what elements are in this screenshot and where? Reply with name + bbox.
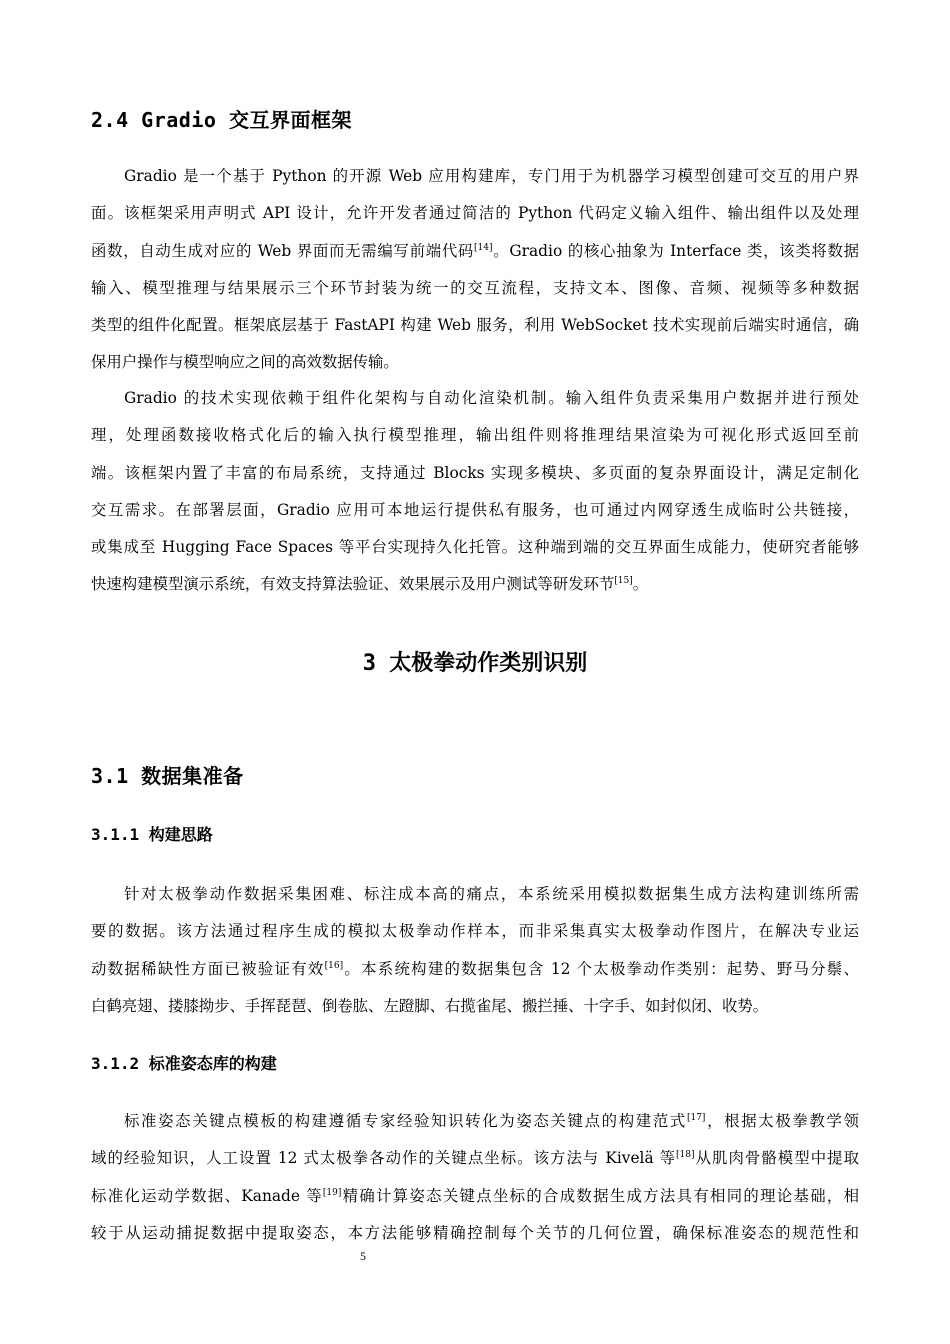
text-line: Gradio 是一个基于 Python 的开源 Web 应用构建库，专门用于为机器学习模型创建可交互的用户界: [124, 167, 859, 185]
text-segment: 标准化运动学数据、Kanade 等: [91, 1186, 323, 1205]
text-line-with-citation: [91, 951, 859, 988]
subsection-heading-3-1-1: 3.1.1 构建思路: [91, 825, 213, 844]
text-line: 白鹤亮翅、搂膝拗步、手挥琵琶、倒卷肱、左蹬脚、右揽雀尾、搬拦捶、十字手、如封似闭、收势。: [91, 996, 769, 1015]
subsection-heading-3-1-2: 3.1.2 标准姿态库的构建: [91, 1054, 277, 1073]
text-segment: 从肌肉骨骼模型中提取: [694, 1149, 859, 1168]
paragraph-gradio-intro: [91, 158, 859, 382]
text-line: 类型的组件化配置。框架底层基于 FastAPI 构建 Web 服务，利用 WebSocket 技术实现前后端实时通信，确: [91, 316, 859, 335]
section-heading-3-1: 3.1 数据集准备: [91, 764, 244, 788]
text-line: 输入、模型推理与结果展示三个环节封装为统一的交互流程，支持文本、图像、音频、视频等多种数据: [91, 278, 859, 297]
citation-18: [18]: [676, 1150, 695, 1161]
chapter-heading-3: 3 太极拳动作类别识别: [362, 651, 588, 676]
text-line-with-citation: [91, 1103, 859, 1140]
text-line-with-citation: [91, 1140, 859, 1177]
text-line: 端。该框架内置了丰富的布局系统，支持通过 Blocks 实现多模块、多页面的复杂界面设计，满足定制化: [91, 463, 859, 482]
text-segment: 快速构建模型演示系统，有效支持算法验证、效果展示及用户测试等研发环节: [91, 575, 615, 594]
text-line: 较于从运动捕捉数据中提取姿态，本方法能够精确控制每个关节的几何位置，确保标准姿态的规范性和: [91, 1223, 859, 1242]
paragraph-gradio-architecture: [91, 380, 859, 604]
text-line: 要的数据。该方法通过程序生成的模拟太极拳动作样本，而非采集真实太极拳动作图片，在解决专业运: [91, 922, 859, 941]
text-line-with-citation: [91, 1178, 859, 1215]
text-line: Gradio 的技术实现依赖于组件化架构与自动化渲染机制。输入组件负责采集用户数据并进行预处: [124, 389, 859, 407]
text-segment: 动数据稀缺性方面已被验证有效: [91, 959, 325, 978]
text-segment: 。: [632, 575, 649, 594]
text-line: 或集成至 Hugging Face Spaces 等平台实现持久化托管。这种端到端的交互界面生成能力，使研究者能够: [91, 538, 859, 557]
text-segment: 域的经验知识，人工设置 12 式太极拳各动作的关键点坐标。该方法与 Kivelä 等: [91, 1149, 677, 1168]
text-segment: 精确计算姿态关键点坐标的合成数据生成方法具有相同的理论基础，相: [341, 1186, 859, 1205]
text-line: 交互需求。在部署层面，Gradio 应用可本地运行提供私有服务，也可通过内网穿透生成临时公共链接，: [91, 500, 859, 519]
text-segment: 。本系统构建的数据集包含 12 个太极拳动作类别：起势、野马分鬃、: [343, 959, 859, 978]
citation-17: [17]: [686, 1112, 706, 1123]
text-line-with-citation: [91, 233, 859, 270]
text-segment: 函数，自动生成对应的 Web 界面而无需编写前端代码: [91, 241, 475, 260]
text-line: 针对太极拳动作数据采集困难、标注成本高的痛点，本系统采用模拟数据集生成方法构建训练所需: [124, 885, 859, 903]
text-segment: ，根据太极拳教学领: [705, 1112, 859, 1130]
citation-16: [16]: [324, 960, 344, 971]
paragraph-standard-pose-library: [91, 1103, 859, 1252]
page-number: 5: [360, 1249, 366, 1263]
text-segment: 标准姿态关键点模板的构建遵循专家经验知识转化为姿态关键点的构建范式: [124, 1112, 687, 1130]
text-line: 理，处理函数接收格式化后的输入执行模型推理，输出组件则将推理结果渲染为可视化形式返回至前: [91, 426, 859, 445]
text-line: 面。该框架采用声明式 API 设计，允许开发者通过简洁的 Python 代码定义输入组件、输出组件以及处理: [91, 204, 859, 223]
text-line: 保用户操作与模型响应之间的高效数据传输。: [91, 353, 399, 372]
citation-19: [19]: [322, 1187, 342, 1198]
paragraph-construction-idea: [91, 876, 859, 1025]
citation-14: [14]: [474, 242, 493, 253]
citation-15: [15]: [614, 576, 633, 587]
text-segment: 。Gradio 的核心抽象为 Interface 类，该类将数据: [492, 241, 859, 260]
text-line-with-citation: [91, 566, 859, 603]
section-heading-2-4: 2.4 Gradio 交互界面框架: [91, 108, 352, 132]
